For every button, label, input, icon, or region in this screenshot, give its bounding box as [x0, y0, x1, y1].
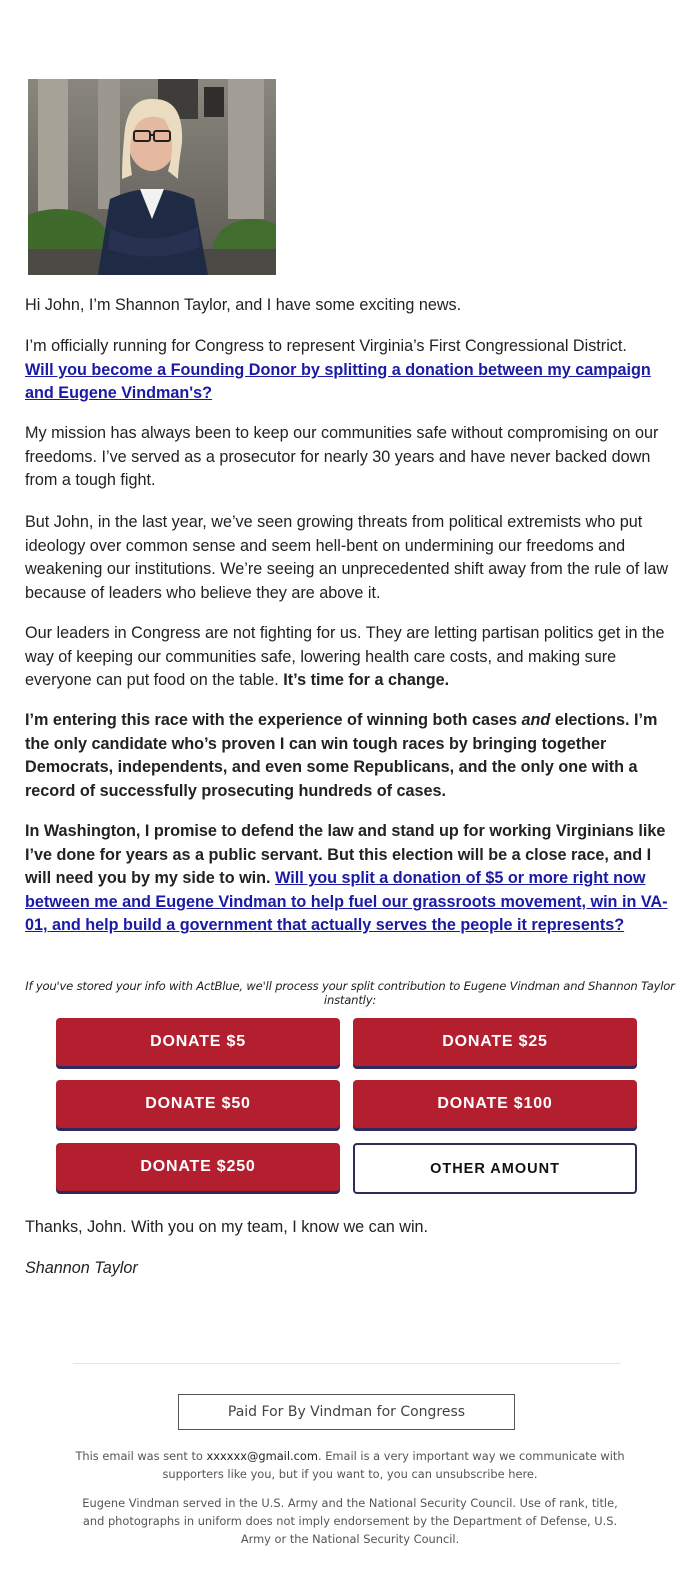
- paragraph-threats: [25, 511, 673, 605]
- other-amount-button[interactable]: OTHER AMOUNT: [353, 1143, 637, 1194]
- announcement-text: I’m officially running for Congress to represent Virginia’s First Congressional District.: [25, 337, 627, 355]
- donate-25-button[interactable]: DONATE $25: [353, 1018, 637, 1066]
- threats-text: But John, in the last year, we’ve seen growing threats from political extremists who put ideology over common sense and seem hell-bent on undermining our freedoms and weakening our institutions. We’re seeing an unprecedented shift away from the rule of law because of leaders who believe they are above it.: [25, 513, 669, 602]
- donate-50-button[interactable]: DONATE $50: [56, 1080, 340, 1128]
- donate-100-button[interactable]: DONATE $100: [353, 1080, 637, 1128]
- paragraph-announcement: [25, 335, 673, 406]
- footer-disclaimer: Eugene Vindman served in the U.S. Army and the National Security Council. Use of rank, title, and photographs in uniform does not imply endorsement by the Department of Defense, U.S. Army or the National Security Council.: [82, 1496, 618, 1546]
- paragraph-experience: [25, 709, 673, 803]
- founding-donor-link[interactable]: Will you become a Founding Donor by splitting a donation between my campaign and Eugene Vindman's?: [25, 360, 651, 403]
- paragraph-washington: [25, 820, 673, 938]
- sent-suffix: . Email is a very important way we communicate with supporters like you, but if you want to, you can unsubscribe here.: [162, 1449, 625, 1481]
- washington-text: In Washington, I promise to defend the law and stand up for working Virginians like I’ve done for years as a public servant. But this election will be a close race, and I will need you by my side to win.: [25, 822, 666, 888]
- experience-text-after: elections. I’m the only candidate who’s proven I can win tough races by bringing together Democrats, independents, and even some Republicans, and the only one with a record of successfully prosecuting hundreds of cases.: [25, 711, 658, 800]
- leaders-text: Our leaders in Congress are not fighting for us. They are letting partisan politics get in the way of keeping our communities safe, lowering health care costs, and making sure everyone can put food on the table.: [25, 624, 665, 690]
- paid-for-box: Paid For By Vindman for Congress: [178, 1394, 515, 1430]
- footer-divider: [73, 1363, 621, 1364]
- candidate-photo: [28, 79, 276, 275]
- paragraph-leaders: [25, 622, 673, 693]
- donate-250-button[interactable]: DONATE $250: [56, 1143, 340, 1191]
- sent-prefix: This email was sent to: [75, 1449, 203, 1463]
- recipient-email: xxxxxx@gmail.com: [206, 1449, 318, 1463]
- thanks-text: Thanks, John. With you on my team, I know we can win.: [25, 1218, 429, 1236]
- mission-text: My mission has always been to keep our communities safe without compromising on our freedoms. I’ve served as a prosecutor for nearly 30 years and have never backed down from a tough fight.: [25, 424, 659, 490]
- time-for-change-text: It’s time for a change.: [283, 671, 450, 690]
- donate-5-button[interactable]: DONATE $5: [56, 1018, 340, 1066]
- experience-text-before: I’m entering this race with the experience of winning both cases: [25, 711, 518, 729]
- split-donation-link[interactable]: Will you split a donation of $5 or more right now between me and Eugene Vindman to help fuel our grassroots movement, win in VA-01, and help build a government that actually serves the people it represents?: [25, 869, 668, 935]
- paragraph-mission: [25, 422, 673, 493]
- signature: Shannon Taylor: [25, 1259, 138, 1277]
- greeting: [25, 294, 673, 318]
- experience-text-italic: and: [521, 711, 551, 729]
- actblue-note: If you've stored your info with ActBlue, we'll process your split contribution to Eugene Vindman and Shannon Taylor instantly:: [25, 979, 675, 1007]
- footer-sent-notice: [70, 1447, 630, 1483]
- greeting-text: Hi John, I’m Shannon Taylor, and I have some exciting news.: [25, 296, 462, 314]
